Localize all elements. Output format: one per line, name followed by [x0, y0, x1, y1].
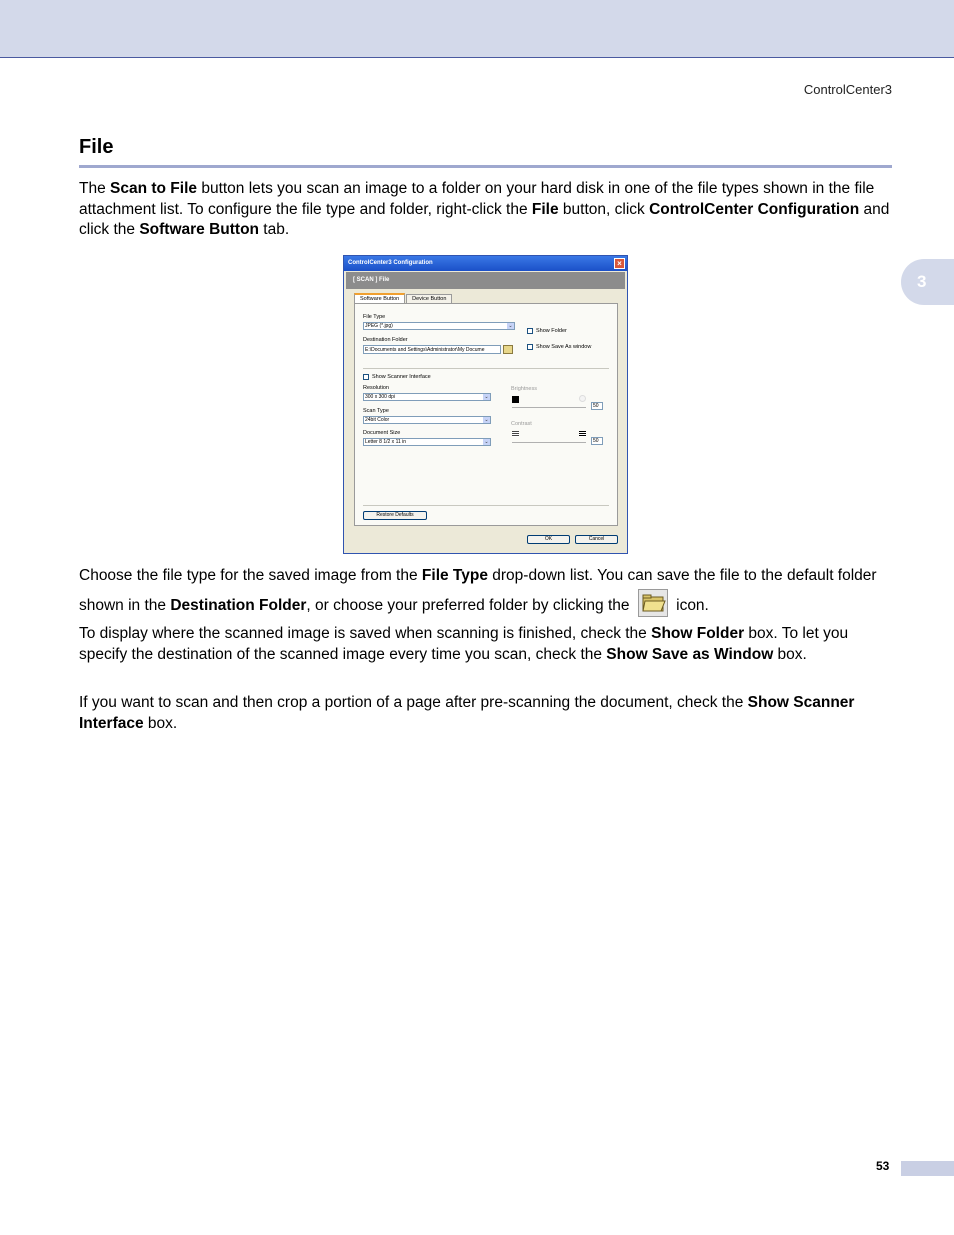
paragraph-text: , or choose your preferred folder by clicking the	[306, 597, 634, 614]
show-save-as-label: Show Save As window	[536, 344, 592, 350]
scan-type-label: Scan Type	[363, 408, 389, 414]
section-title: File	[79, 136, 114, 158]
page-number: 53	[876, 1159, 890, 1173]
destination-folder-field[interactable]: E:\Documents and Settings\Administrator\My Docume	[363, 345, 501, 354]
paragraph-text: The	[79, 180, 111, 197]
running-head: ControlCenter3	[803, 82, 892, 97]
show-folder-checkbox[interactable]	[527, 328, 533, 334]
scanner-interface-paragraph	[79, 693, 894, 734]
paragraph-text: button, click	[558, 200, 650, 218]
chapter-tab: 3	[901, 259, 954, 305]
show-scanner-interface-label: Show Scanner Interface	[372, 374, 431, 380]
chevron-down-icon: ⌄	[484, 417, 489, 423]
document-size-select[interactable]: Letter 8 1/2 x 11 in ⌄	[363, 438, 491, 446]
contrast-value[interactable]: 50	[591, 437, 603, 445]
intro-paragraph	[79, 179, 894, 241]
restore-defaults-button[interactable]: Restore Defaults	[363, 511, 427, 520]
bold-term: File	[531, 200, 559, 218]
bold-term: Scan to File	[110, 180, 198, 197]
brightness-light-icon	[579, 395, 586, 402]
paragraph-text: drop-down list. You can save the file to the default folder shown in the	[79, 567, 877, 614]
show-folder-paragraph	[79, 624, 894, 665]
resolution-select[interactable]: 300 x 300 dpi ⌄	[363, 393, 491, 401]
folder-browse-icon[interactable]	[503, 345, 513, 354]
dialog-section-header: [ SCAN ] File	[346, 272, 625, 289]
contrast-label: Contrast	[511, 421, 532, 427]
file-type-select[interactable]: JPEG (*.jpg) ⌄	[363, 322, 515, 330]
chevron-down-icon: ⌄	[508, 323, 513, 329]
bold-term: ControlCenter Configuration	[649, 200, 860, 218]
paragraph-text: and click the	[79, 200, 890, 238]
bold-term: File Type	[421, 567, 488, 584]
resolution-label: Resolution	[363, 385, 389, 391]
destination-folder-label: Destination Folder	[363, 337, 408, 343]
file-type-label: File Type	[363, 314, 386, 320]
separator	[363, 505, 609, 506]
ok-button[interactable]: OK	[527, 535, 570, 544]
footer-band	[901, 1161, 954, 1176]
paragraph-text: If you want to scan and then crop a portion of a page after pre-scanning the document, check the	[79, 694, 748, 711]
document-size-label: Document Size	[363, 430, 401, 436]
bold-term: Show Save as Window	[606, 645, 774, 663]
contrast-low-icon	[512, 431, 519, 437]
configuration-dialog-screenshot	[343, 255, 628, 554]
paragraph-text: tab.	[259, 221, 290, 238]
chevron-down-icon: ⌄	[484, 394, 489, 400]
chevron-down-icon: ⌄	[484, 439, 489, 445]
bold-term: Show Folder	[651, 625, 745, 642]
bold-term: Show Scanner Interface	[79, 694, 855, 732]
brightness-label: Brightness	[511, 386, 537, 392]
tab-software-button[interactable]: Software Button	[354, 293, 405, 303]
brightness-dark-icon	[512, 396, 519, 403]
tab-device-button[interactable]: Device Button	[406, 294, 452, 303]
bold-term: Software Button	[139, 221, 259, 238]
folder-browse-icon	[638, 589, 668, 617]
dialog-titlebar	[344, 256, 627, 271]
paragraph-text: icon.	[671, 597, 709, 614]
paragraph-text: box.	[773, 645, 807, 663]
brightness-value[interactable]: 50	[591, 402, 603, 410]
paragraph-text: To display where the scanned image is saved when scanning is finished, check the	[79, 625, 652, 642]
dialog-tabs	[354, 293, 453, 303]
paragraph-text: box. To let you specify the destination of the scanned image every time you scan, check the	[79, 625, 849, 663]
contrast-high-icon	[579, 431, 586, 437]
show-save-as-checkbox[interactable]	[527, 344, 533, 350]
cancel-button[interactable]: Cancel	[575, 535, 618, 544]
show-scanner-interface-checkbox[interactable]	[363, 374, 369, 380]
paragraph-text: box.	[143, 714, 178, 732]
tab-panel	[354, 303, 618, 526]
bold-term: Destination Folder	[170, 597, 307, 614]
brightness-slider[interactable]	[512, 407, 586, 408]
file-type-paragraph	[79, 561, 894, 621]
scan-type-select[interactable]: 24bit Color ⌄	[363, 416, 491, 424]
paragraph-text: button lets you scan an image to a folder on your hard disk in one of the file types shown in the file attachment list. To configure the file type and folder, right-click the	[79, 180, 875, 218]
close-icon[interactable]: ×	[614, 258, 625, 269]
page-top-band	[0, 0, 954, 58]
show-folder-label: Show Folder	[536, 328, 567, 334]
paragraph-text: Choose the file type for the saved image from the	[79, 567, 422, 584]
separator	[363, 368, 609, 369]
contrast-slider[interactable]	[512, 442, 586, 443]
dialog-title: ControlCenter3 Configuration	[348, 260, 433, 266]
title-rule	[79, 165, 892, 168]
